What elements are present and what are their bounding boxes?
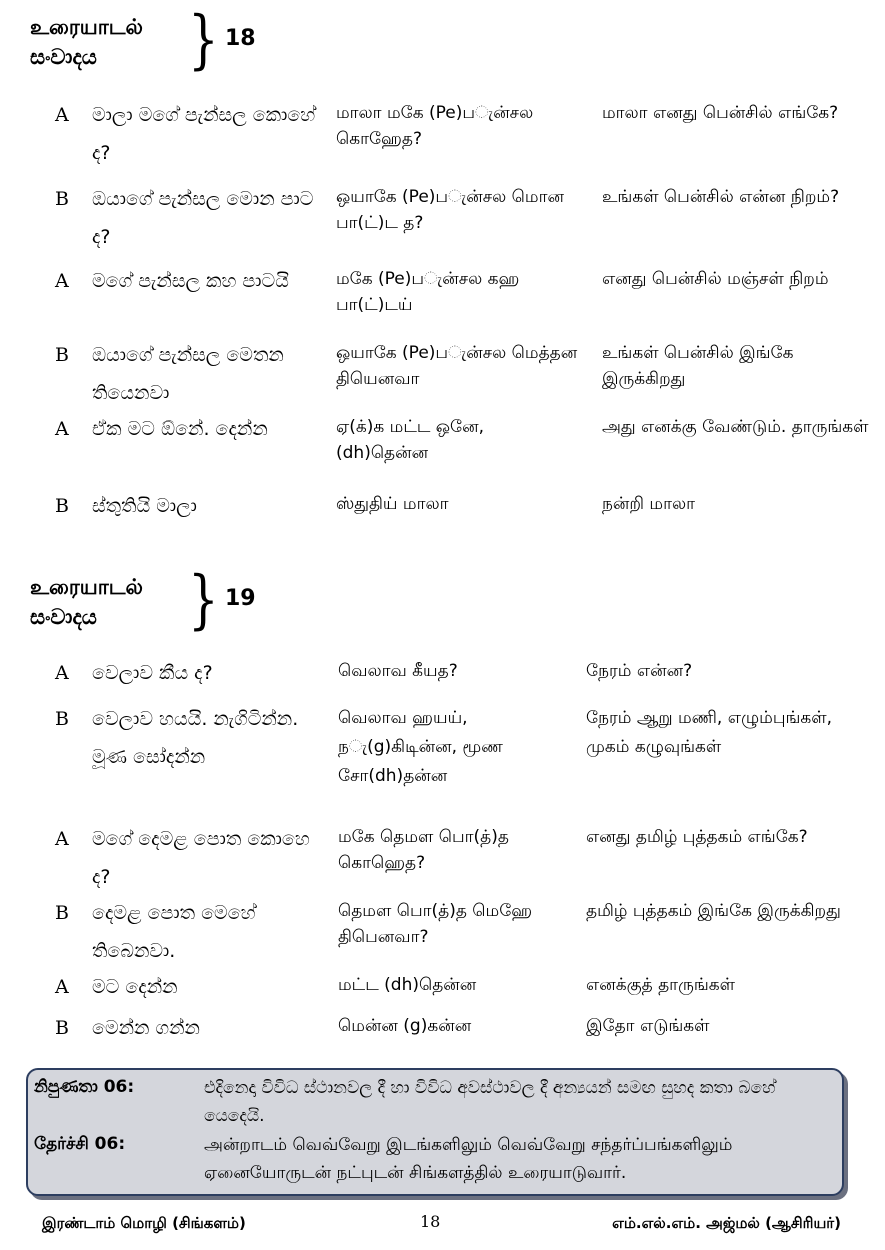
- section-title-sinhala: සංවාදය: [30, 605, 97, 629]
- sinhala-sentence: දෙමළ පොත මෙහේ තිබෙනවා.: [92, 902, 256, 962]
- tamil-translation: அது எனக்கு வேண்டும். தாருங்கள்: [602, 417, 869, 437]
- sinhala-sentence: මගේ දෙමළ පොත කොහෙ ද?: [92, 828, 310, 888]
- section-title-tamil: உரையாடல்: [30, 15, 143, 39]
- tamil-translation: எனது தமிழ் புத்தகம் எங்கே?: [586, 827, 808, 847]
- sinhala-sentence: ඒක මට ඕනේ. දෙන්න: [92, 418, 268, 440]
- tamil-translation: உங்கள் பென்சில் இங்கே இருக்கிறது: [602, 343, 794, 389]
- competency-box: [26, 1068, 844, 1196]
- footer-book-title: இரண்டாம் மொழி (சிங்களம்): [42, 1214, 246, 1232]
- speaker-label: A: [55, 270, 69, 292]
- tamil-translation: உங்கள் பென்சில் என்ன நிறம்?: [602, 187, 840, 207]
- tamil-translation: தமிழ் புத்தகம் இங்கே இருக்கிறது: [586, 901, 841, 921]
- speaker-label: B: [55, 902, 69, 924]
- speaker-label: B: [55, 188, 69, 210]
- speaker-label: B: [55, 495, 69, 517]
- section-title-tamil: உரையாடல்: [30, 575, 143, 599]
- curly-brace-icon: }: [188, 3, 219, 77]
- transliteration: தெமள பொ(த்)த மெஹே திபெனவா?: [338, 901, 533, 947]
- speaker-label: A: [55, 976, 69, 998]
- transliteration: மகே (Pe)பැன்சல கஹ பா(ட்)டய்: [336, 269, 520, 315]
- speaker-label: A: [55, 418, 69, 440]
- page-number: 18: [420, 1212, 441, 1231]
- sinhala-sentence: ඔයාගේ පැන්සල මෙතන තියෙනවා: [92, 344, 284, 404]
- sinhala-sentence: මට දෙන්න: [92, 976, 178, 998]
- transliteration: ஒயாகே (Pe)பැன்சல மெத்தன தியெனவா: [336, 343, 578, 389]
- speaker-label: B: [55, 708, 69, 730]
- sinhala-sentence: වෙලාව කීය ද?: [92, 662, 213, 684]
- transliteration: வெலாவ கீயத?: [338, 661, 458, 681]
- section-19-header: [30, 563, 330, 652]
- tamil-translation: நேரம் என்ன?: [586, 661, 693, 681]
- competency-text-tamil: அன்றாடம் வெவ்வேறு இடங்களிலும் வெவ்வேறு சந்தர்ப்பங்களிலும் ஏனையோருடன் நட்புடன் சிங்களத்தில் உரையாடுவார்.: [204, 1135, 733, 1183]
- competency-label-tamil: தேர்ச்சி 06:: [34, 1134, 126, 1154]
- sinhala-sentence: ඔයාගේ පැන්සල මොන පාට ද?: [92, 188, 314, 248]
- transliteration: மென்ன (g)கன்ன: [338, 1016, 472, 1036]
- transliteration: ஸ்துதிய் மாலா: [336, 494, 449, 514]
- transliteration: ஒயாகே (Pe)பැன்சல மொன பா(ட்)ட த?: [336, 187, 564, 233]
- sinhala-sentence: මාලා මගේ පැන්සල කොහේ ද?: [92, 104, 316, 164]
- curly-brace-icon: }: [188, 563, 219, 637]
- speaker-label: B: [55, 1017, 69, 1039]
- section-title-sinhala: සංවාදය: [30, 45, 97, 69]
- sinhala-sentence: මගේ පැන්සල කහ පාටයි: [92, 270, 289, 292]
- tamil-translation: நன்றி மாலா: [602, 494, 695, 514]
- sinhala-sentence: ස්තුතියි මාලා: [92, 495, 197, 517]
- speaker-label: A: [55, 104, 69, 126]
- transliteration: ஏ(க்)க மட்ட ஒனே, (dh)தென்ன: [336, 417, 484, 463]
- section-title: [30, 12, 143, 72]
- competency-text-sinhala: එදිනෙදා විවිධ ස්ථානවල දී හා විවිධ අවස්ථාවල දී අන්‍යයන් සමඟ සුහද කතා බහේ යෙදෙයි.: [204, 1078, 776, 1126]
- tamil-translation: எனது பென்சில் மஞ்சள் நிறம்: [602, 269, 829, 289]
- transliteration: மகே தெமள பொ(த்)த கொஹெத?: [338, 827, 509, 873]
- sinhala-sentence: මෙන්න ගන්න: [92, 1017, 200, 1039]
- tamil-translation: எனக்குத் தாருங்கள்: [586, 975, 735, 995]
- section-number: 19: [225, 586, 256, 611]
- tamil-translation: இதோ எடுங்கள்: [586, 1016, 710, 1036]
- tamil-translation: மாலா எனது பென்சில் எங்கே?: [602, 103, 839, 123]
- speaker-label: B: [55, 344, 69, 366]
- speaker-label: A: [55, 828, 69, 850]
- tamil-translation: நேரம் ஆறு மணி, எழும்புங்கள், முகம் கழுவுங்கள்: [586, 708, 832, 757]
- section-number: 18: [225, 26, 256, 51]
- competency-label-sinhala: නිපුණතා 06:: [34, 1077, 135, 1097]
- transliteration: மட்ட (dh)தென்ன: [338, 975, 477, 995]
- footer-author: எம்.எல்.எம். அஜ்மல் (ஆசிரியர்): [612, 1214, 841, 1232]
- page-footer: [0, 1210, 885, 1240]
- speaker-label: A: [55, 662, 69, 684]
- sinhala-sentence: වෙලාව හයයි. නැගිටින්න. මූණ සෝදන්න: [92, 708, 299, 768]
- transliteration: மாலா மகே (Pe)பැன்சல கொஹேத?: [336, 103, 534, 149]
- section-18-header: [30, 3, 330, 92]
- transliteration: வெலாவ ஹயய், நැ(g)கிடின்ன, மூண சோ(dh)தன்ன: [338, 708, 503, 786]
- section-title: [30, 572, 143, 632]
